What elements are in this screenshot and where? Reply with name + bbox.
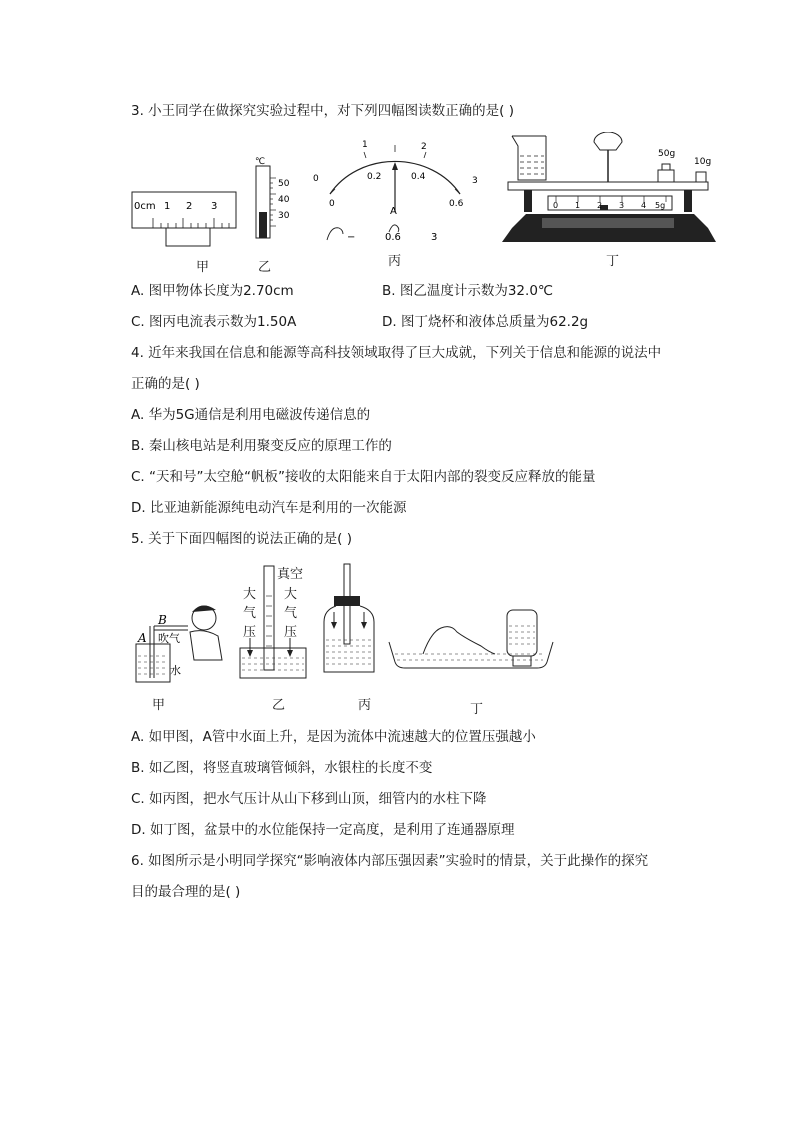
measured-block (166, 228, 210, 246)
q5-label-ding: 丁 (470, 702, 484, 717)
bal-scale-3: 3 (619, 201, 625, 210)
q3-label-bing: 丙 (388, 254, 402, 269)
bal-scale-1: 1 (575, 201, 581, 210)
q4-stem-line1: 4. 近年来我国在信息和能源等高科技领域取得了巨大成就，下列关于信息和能源的说法中 (131, 345, 662, 361)
bonsai-figure (385, 604, 557, 676)
amm-inner-04: 0.4 (411, 172, 426, 182)
amm-unit: A (390, 206, 397, 217)
q4-option-c[interactable]: C. “天和号”太空舱“帆板”接收的太阳能来自于太阳内部的裂变反应释放的能量 (131, 469, 596, 485)
water-label: 水 (170, 664, 181, 677)
tube-b-label: B (158, 613, 167, 627)
vacuum-label: 真空 (277, 567, 304, 582)
q4-stem-line2: 正确的是( ) (131, 376, 200, 392)
weight-10g-label: 10g (694, 157, 712, 167)
weight-10g (696, 172, 706, 182)
amm-outer-2: 2 (421, 142, 427, 152)
thermo-30: 30 (278, 211, 290, 221)
bal-scale-2: 2 (597, 201, 603, 210)
atm-right-1: 大 (284, 587, 298, 602)
ruler-tick-1: 1 (164, 201, 171, 212)
q5-option-a[interactable]: A. 如甲图，A管中水面上升，是因为流体中流速越大的位置压强越小 (131, 729, 536, 745)
bal-scale-4: 4 (641, 201, 647, 210)
q5-label-yi: 乙 (272, 698, 286, 713)
ruler-tick-2: 2 (186, 201, 193, 212)
q3-stem: 3. 小王同学在做探究实验过程中，对下列四幅图读数正确的是( ) (131, 103, 514, 119)
ruler-tick-3: 3 (211, 201, 218, 212)
q3-option-b[interactable]: B. 图乙温度计示数为32.0℃ (382, 283, 554, 299)
q4-option-b[interactable]: B. 秦山核电站是利用聚变反应的原理工作的 (131, 438, 392, 454)
ruler-figure (130, 188, 240, 248)
amm-outer-1: 1 (362, 140, 368, 150)
q5-stem: 5. 关于下面四幅图的说法正确的是( ) (131, 531, 352, 547)
amm-inner-02: 0.2 (367, 172, 382, 182)
q3-option-c[interactable]: C. 图丙电流表示数为1.50A (131, 314, 297, 330)
atm-left-3: 压 (243, 625, 257, 640)
q3-label-ding: 丁 (606, 254, 620, 269)
amm-term-06: 0.6 (385, 232, 401, 243)
q4-option-a[interactable]: A. 华为5G通信是利用电磁波传递信息的 (131, 407, 371, 423)
q3-option-d[interactable]: D. 图丁烧杯和液体总质量为62.2g (382, 314, 589, 330)
q5-label-jia: 甲 (152, 698, 166, 713)
blowing-figure (130, 598, 230, 688)
ammeter-figure (305, 136, 485, 248)
thermometer-figure (250, 156, 300, 240)
q6-stem-line2: 目的最合理的是( ) (131, 884, 241, 900)
amm-inner-06: 0.6 (449, 199, 464, 209)
bal-scale-5: 5g (655, 201, 666, 210)
q5-option-d[interactable]: D. 如丁图，盆景中的水位能保持一定高度，是利用了连通器原理 (131, 822, 515, 838)
q5-option-b[interactable]: B. 如乙图，将竖直玻璃管倾斜，水银柱的长度不变 (131, 760, 433, 776)
inverted-bottle (507, 610, 537, 656)
q5-option-c[interactable]: C. 如丙图，把水气压计从山下移到山顶，细管内的水柱下降 (131, 791, 487, 807)
amm-term-neg: − (347, 232, 356, 243)
q3-option-a[interactable]: A. 图甲物体长度为2.70cm (131, 283, 294, 299)
amm-outer-0: 0 (313, 174, 319, 184)
blow-label: 吹气 (158, 632, 180, 645)
thermo-40: 40 (278, 195, 290, 205)
q3-label-yi: 乙 (258, 260, 272, 275)
thermo-unit: ℃ (255, 157, 266, 167)
atm-right-2: 气 (284, 606, 298, 621)
q6-stem-line1: 6. 如图所示是小明同学探究“影响液体内部压强因素”实验时的情景，关于此操作的探究 (131, 853, 649, 869)
q3-label-jia: 甲 (196, 260, 210, 275)
tube-a-label: A (138, 631, 147, 645)
q5-label-bing: 丙 (358, 698, 372, 713)
amm-term-3: 3 (431, 232, 438, 243)
barometer-bottle-figure (320, 560, 380, 680)
ruler-ticks (153, 218, 229, 228)
thermo-50: 50 (278, 179, 290, 189)
bal-scale-0: 0 (553, 201, 559, 210)
q4-option-d[interactable]: D. 比亚迪新能源纯电动汽车是利用的一次能源 (131, 500, 407, 516)
balance-beam-scale (548, 196, 672, 210)
balance-figure (498, 132, 720, 244)
weight-50g-label: 50g (658, 149, 676, 159)
ruler-unit: 0cm (134, 201, 156, 212)
atm-left-1: 大 (243, 587, 257, 602)
mercury-column (259, 212, 267, 238)
weight-50g (658, 170, 674, 182)
amm-inner-0: 0 (329, 199, 335, 209)
amm-outer-3: 3 (472, 176, 478, 186)
atm-right-3: 压 (284, 625, 298, 640)
atm-left-2: 气 (243, 606, 257, 621)
